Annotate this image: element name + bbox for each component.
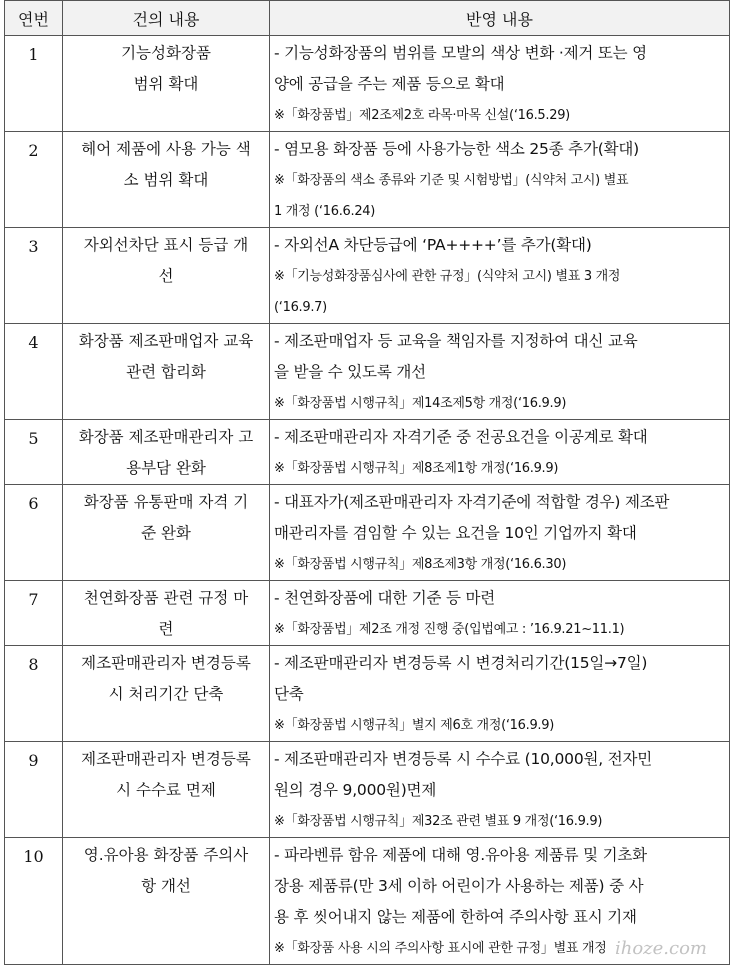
header-content: 반영 내용	[270, 1, 730, 36]
legal-reference: ※「화장품의 색소 종류와 기준 및 시험방법」(식약처 고시) 별표	[274, 173, 629, 188]
row-title	[63, 420, 270, 485]
row-title-line: 범위 확대	[133, 75, 199, 93]
row-title-line: 천연화장품 관련 규정 마	[83, 589, 249, 607]
legal-reference: ※「화장품법」제2조제2호 라목·마목 신설(‘16.5.29)	[274, 108, 570, 123]
row-content	[270, 36, 730, 132]
row-content	[270, 228, 730, 324]
row-number: 4	[5, 324, 63, 420]
legal-reference: ※「화장품법 시행규칙」제8조제1항 개정(‘16.9.9)	[274, 461, 559, 476]
row-number: 6	[5, 485, 63, 581]
row-content	[270, 420, 730, 485]
row-title	[63, 485, 270, 581]
row-title-line: 기능성화장품	[121, 44, 211, 62]
content-line: - 제조판매관리자 자격기준 중 전공요건을 이공계로 확대	[274, 428, 648, 446]
row-content	[270, 742, 730, 838]
content-line: - 기능성화장품의 범위를 모발의 색상 변화 ·제거 또는 영	[274, 44, 647, 62]
row-number: 5	[5, 420, 63, 485]
row-title-line: 제조판매관리자 변경등록	[81, 750, 251, 768]
row-content	[270, 485, 730, 581]
table-row	[5, 324, 730, 420]
row-title-line: 시 수수료 면제	[116, 781, 216, 799]
content-line: - 제조판매업자 등 교육을 책임자를 지정하여 대신 교육	[274, 332, 638, 350]
content-line: 용 후 씻어내지 않는 제품에 한하여 주의사항 표시 기재	[274, 908, 637, 926]
content-line: - 대표자가(제조판매관리자 자격기준에 적합할 경우) 제조판	[274, 493, 670, 511]
content-line: - 자외선A 차단등급에 ‘PA++++’를 추가(확대)	[274, 236, 592, 254]
header-title: 건의 내용	[63, 1, 270, 36]
table-row	[5, 132, 730, 228]
table-row	[5, 581, 730, 646]
row-title-line: 련	[158, 620, 174, 638]
row-title-line: 영.유아용 화장품 주의사	[83, 846, 249, 864]
table-row	[5, 228, 730, 324]
table-row	[5, 420, 730, 485]
row-title	[63, 581, 270, 646]
legal-reference: ※「화장품법」제2조 개정 진행 중(입법예고 : ’16.9.21~11.1)	[274, 622, 625, 637]
header-no: 연번	[5, 1, 63, 36]
content-line: 매관리자를 겸임할 수 있는 요건을 10인 기업까지 확대	[274, 524, 637, 542]
row-title-line: 소 범위 확대	[123, 171, 209, 189]
table-row	[5, 36, 730, 132]
row-title-line: 항 개선	[141, 877, 191, 895]
row-content	[270, 646, 730, 742]
content-line: 단축	[274, 685, 304, 703]
content-line: - 제조판매관리자 변경등록 시 변경처리기간(15일→7일)	[274, 654, 648, 672]
row-title	[63, 228, 270, 324]
row-content	[270, 581, 730, 646]
row-title-line: 화장품 제조판매관리자 고	[78, 428, 254, 446]
row-number: 8	[5, 646, 63, 742]
row-title-line: 관련 합리화	[126, 363, 206, 381]
row-title	[63, 838, 270, 965]
content-line: 을 받을 수 있도록 개선	[274, 363, 426, 381]
row-content	[270, 324, 730, 420]
content-line: 원의 경우 9,000원)면제	[274, 781, 437, 799]
row-number: 7	[5, 581, 63, 646]
row-number: 1	[5, 36, 63, 132]
row-title-line: 자외선차단 표시 등급 개	[83, 236, 249, 254]
row-title-line: 헤어 제품에 사용 가능 색	[81, 140, 251, 158]
watermark: ihoze.com	[614, 938, 707, 959]
table-row	[5, 742, 730, 838]
content-line: - 파라벤류 함유 제품에 대해 영.유아용 제품류 및 기초화	[274, 846, 647, 864]
content-line: 양에 공급을 주는 제품 등으로 확대	[274, 75, 505, 93]
row-number: 10	[5, 838, 63, 965]
row-title-line: 용부담 완화	[126, 459, 206, 477]
content-line: 장용 제품류(만 3세 이하 어린이가 사용하는 제품) 중 사	[274, 877, 644, 895]
row-title-line: 제조판매관리자 변경등록	[81, 654, 251, 672]
table-row	[5, 485, 730, 581]
content-line: - 염모용 화장품 등에 사용가능한 색소 25종 추가(확대)	[274, 140, 639, 158]
content-line: - 제조판매관리자 변경등록 시 수수료 (10,000원, 전자민	[274, 750, 653, 768]
legal-reference: ※「화장품 사용 시의 주의사항 표시에 관한 규정」별표 개정	[274, 941, 607, 956]
reform-table	[4, 0, 730, 965]
row-title	[63, 324, 270, 420]
row-number: 2	[5, 132, 63, 228]
row-title	[63, 36, 270, 132]
row-title	[63, 742, 270, 838]
row-title-line: 시 처리기간 단축	[108, 685, 224, 703]
legal-reference: 1 개정 (‘16.6.24)	[274, 204, 376, 219]
row-title-line: 화장품 유통판매 자격 기	[83, 493, 249, 511]
row-title	[63, 132, 270, 228]
table-row	[5, 646, 730, 742]
legal-reference: (‘16.9.7)	[274, 300, 327, 315]
legal-reference: ※「화장품법 시행규칙」제32조 관련 별표 9 개정(‘16.9.9)	[274, 814, 603, 829]
header-row	[5, 1, 730, 36]
legal-reference: ※「화장품법 시행규칙」별지 제6호 개정(‘16.9.9)	[274, 718, 554, 733]
row-title-line: 준 완화	[141, 524, 191, 542]
legal-reference: ※「화장품법 시행규칙」제14조제5항 개정(‘16.9.9)	[274, 396, 567, 411]
row-title	[63, 646, 270, 742]
legal-reference: ※「화장품법 시행규칙」제8조제3항 개정(‘16.6.30)	[274, 557, 567, 572]
row-number: 9	[5, 742, 63, 838]
row-title-line: 선	[158, 267, 174, 285]
row-number: 3	[5, 228, 63, 324]
row-title-line: 화장품 제조판매업자 교육	[78, 332, 254, 350]
content-line: - 천연화장품에 대한 기준 등 마련	[274, 589, 496, 607]
row-content	[270, 132, 730, 228]
legal-reference: ※「기능성화장품심사에 관한 규정」(식약처 고시) 별표 3 개정	[274, 269, 621, 284]
